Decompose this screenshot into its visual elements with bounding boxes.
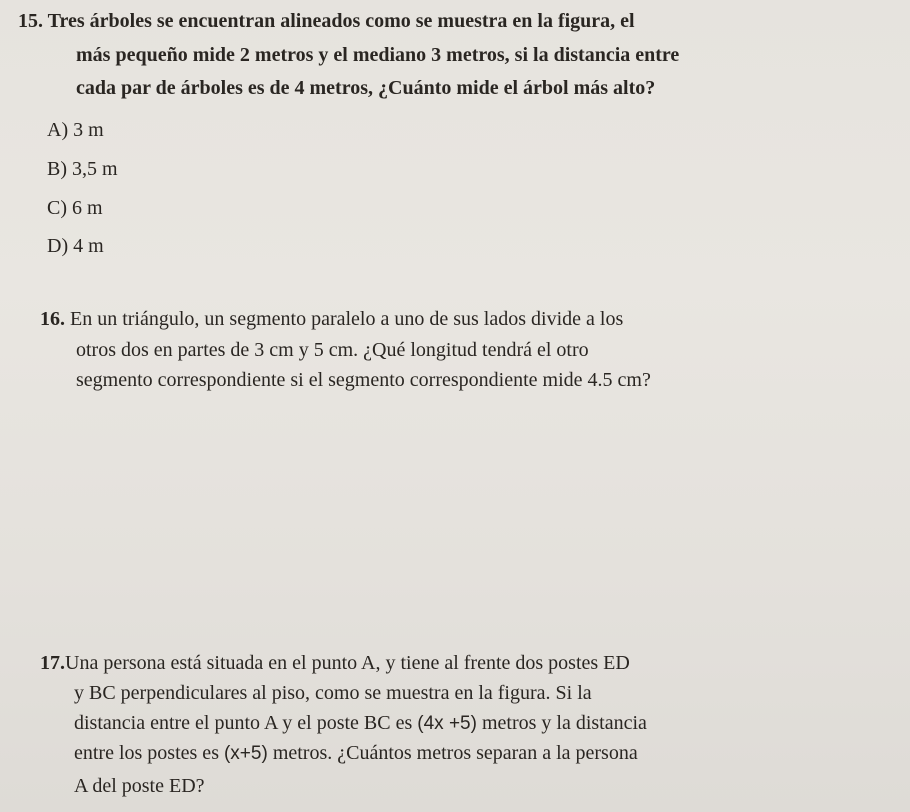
option-a: A) 3 m	[47, 119, 104, 141]
problem-number: 15.	[18, 10, 43, 32]
problem-text: Tres árboles se encuentran alineados como se muestra en la figura, el	[47, 10, 635, 32]
problem-17-line-4	[74, 738, 638, 769]
problem-text: metros. ¿Cuántos metros separan a la persona	[272, 742, 638, 764]
problem-text: entre los postes es	[74, 742, 219, 764]
problem-16-line-1	[40, 304, 623, 334]
problem-17-line-5: A del poste ED?	[74, 775, 205, 797]
expression-x-plus-5: (x+5)	[223, 743, 268, 764]
option-c: C) 6 m	[47, 197, 103, 219]
problem-17-line-1	[40, 648, 630, 678]
problem-text: distancia entre el punto A y el poste BC es	[74, 712, 413, 734]
problem-17-line-3	[74, 708, 647, 739]
problem-16-line-3: segmento correspondiente si el segmento correspondiente mide 4.5 cm?	[76, 369, 651, 391]
problem-text: Una persona está situada en el punto A, y tiene al frente dos postes ED	[65, 652, 630, 674]
problem-15-line-3: cada par de árboles es de 4 metros, ¿Cuánto mide el árbol más alto?	[76, 77, 656, 99]
problem-text: En un triángulo, un segmento paralelo a uno de sus lados divide a los	[70, 308, 624, 330]
option-b: B) 3,5 m	[47, 158, 118, 180]
problem-number: 17.	[40, 652, 65, 674]
problem-15-line-1	[18, 6, 635, 36]
problem-text: metros y la distancia	[481, 712, 647, 734]
option-d: D) 4 m	[47, 235, 104, 257]
problem-17-line-2: y BC perpendiculares al piso, como se muestra en la figura. Si la	[74, 682, 592, 704]
problem-15-line-2: más pequeño mide 2 metros y el mediano 3 metros, si la distancia entre	[76, 44, 680, 66]
expression-4x-plus-5: (4x +5)	[417, 713, 477, 734]
problem-number: 16.	[40, 308, 65, 330]
problem-16-line-2: otros dos en partes de 3 cm y 5 cm. ¿Qué longitud tendrá el otro	[76, 339, 589, 361]
